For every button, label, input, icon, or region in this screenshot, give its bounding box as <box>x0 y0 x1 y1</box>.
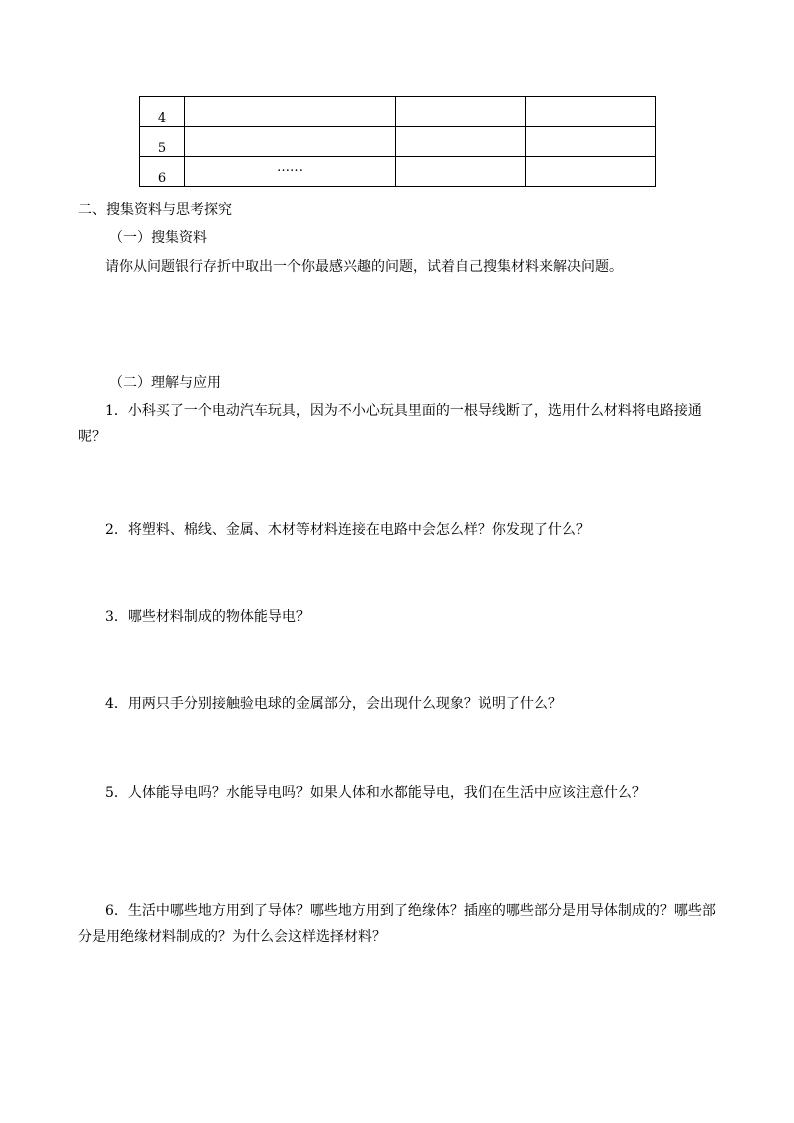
table-cell <box>526 127 656 157</box>
table-row <box>140 97 656 127</box>
question-5: 5．人体能导电吗？水能导电吗？如果人体和水都能导电，我们在生活中应该注意什么？ <box>105 785 646 801</box>
table-cell <box>396 97 526 127</box>
section-heading: 二、搜集资料与思考探究 <box>78 202 232 218</box>
question-4: 4．用两只手分别接触验电球的金属部分，会出现什么现象？说明了什么？ <box>105 696 562 712</box>
row-number: 5 <box>140 127 185 157</box>
row-number: 4 <box>140 97 185 127</box>
table-cell <box>185 127 396 157</box>
table-cell <box>526 97 656 127</box>
instruction-text: 请你从问题银行存折中取出一个你最感兴趣的问题，试着自己搜集材料来解决问题。 <box>105 259 623 275</box>
table-cell: …… <box>185 157 396 187</box>
table-row <box>140 127 656 157</box>
subsection-heading: （一）搜集资料 <box>109 230 207 246</box>
question-3: 3．哪些材料制成的物体能导电？ <box>105 609 310 625</box>
table-cell <box>185 97 396 127</box>
table-row <box>140 157 656 187</box>
subsection-heading: （二）理解与应用 <box>109 375 221 391</box>
question-2: 2．将塑料、棉线、金属、木材等材料连接在电路中会怎么样？你发现了什么？ <box>105 522 590 538</box>
table-cell <box>526 157 656 187</box>
row-number: 6 <box>140 157 185 187</box>
table-cell <box>396 157 526 187</box>
question-6: 6．生活中哪些地方用到了导体？哪些地方用到了绝缘体？插座的哪些部分是用导体制成的？哪些部分是用绝缘材料制成的？为什么会这样选择材料？ <box>78 903 716 945</box>
question-1: 1．小科买了一个电动汽车玩具，因为不小心玩具里面的一根导线断了，选用什么材料将电路接通呢？ <box>78 403 702 445</box>
record-table <box>139 96 656 187</box>
table-cell <box>396 127 526 157</box>
